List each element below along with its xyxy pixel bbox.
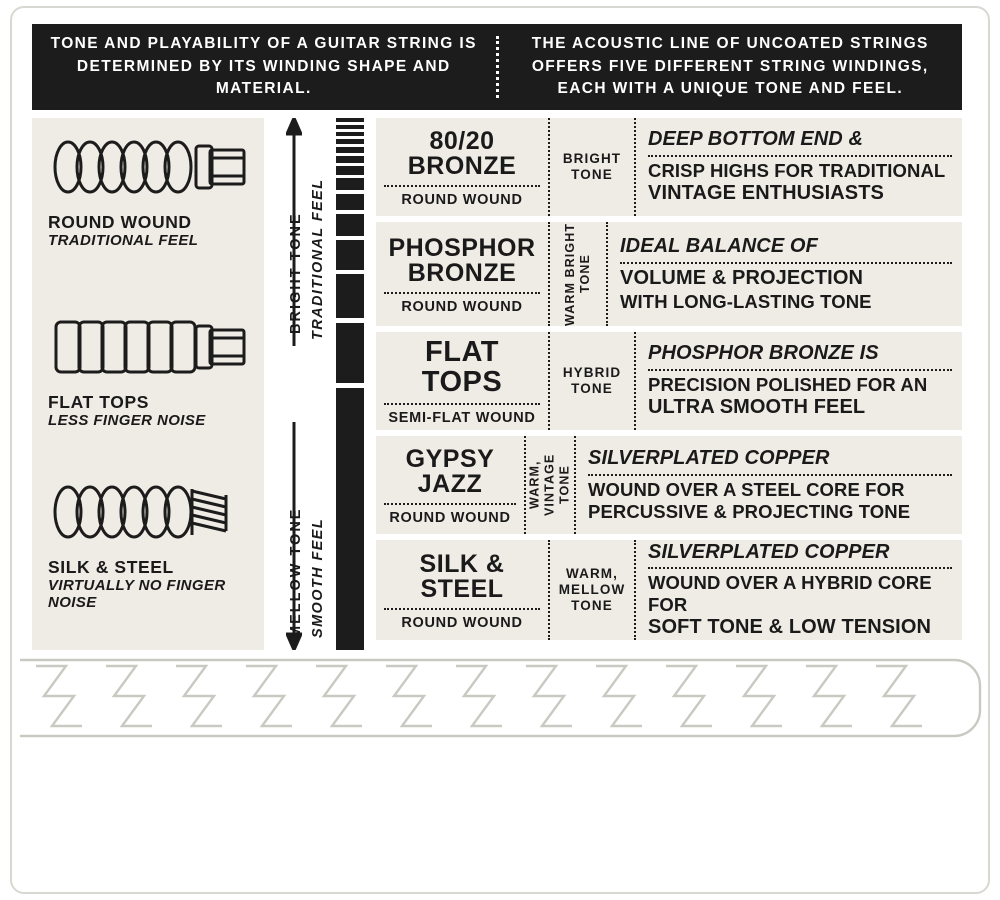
- gradient-segment: [336, 132, 364, 136]
- winding-title-2: SILK & STEEL: [48, 557, 174, 577]
- series-name-cell: [376, 118, 548, 216]
- winding-sub-0: TRADITIONAL FEEL: [48, 232, 199, 250]
- axis-label-bright-tone: BRIGHT TONE: [288, 212, 304, 334]
- series-wound-label: ROUND WOUND: [384, 185, 540, 208]
- desc-line-3: PERCUSSIVE & PROJECTING TONE: [588, 500, 911, 522]
- winding-title-1: FLAT TOPS: [48, 392, 150, 412]
- desc-line-1: PHOSPHOR BRONZE IS: [648, 342, 879, 365]
- series-wound-label: SEMI-FLAT WOUND: [384, 403, 540, 426]
- gradient-segment: [336, 125, 364, 129]
- gradient-segment: [336, 323, 364, 383]
- table-row[interactable]: [376, 222, 962, 326]
- gradient-segment: [336, 274, 364, 318]
- gradient-segment: [336, 118, 364, 122]
- desc-separator: [648, 369, 952, 371]
- series-name-cell: [376, 222, 548, 326]
- desc-line-3: ULTRA SMOOTH FEEL: [648, 395, 866, 418]
- gradient-segment: [336, 178, 364, 190]
- series-wound-label: ROUND WOUND: [384, 608, 540, 631]
- series-name-line-2: JAZZ: [417, 470, 483, 498]
- gradient-segment: [336, 240, 364, 270]
- series-name-line-1: PHOSPHOR: [388, 233, 536, 262]
- series-name-line-2: STEEL: [420, 575, 504, 603]
- silk-and-steel-illustration: [50, 473, 250, 551]
- desc-line-2: CRISP HIGHS FOR TRADITIONAL: [648, 160, 946, 182]
- desc-line-2: WOUND OVER A STEEL CORE FOR: [588, 478, 905, 500]
- series-name-line-1: GYPSY: [405, 444, 495, 473]
- series-tone-label: WARM, VINTAGE TONE: [524, 436, 576, 534]
- axis-label-mellow-tone: MELLOW TONE: [288, 507, 304, 638]
- series-description-cell: [608, 222, 962, 326]
- desc-line-1: SILVERPLATED COPPER: [648, 540, 890, 563]
- series-description-cell: [636, 332, 962, 430]
- desc-separator: [620, 262, 952, 264]
- axis-label-traditional-feel: TRADITIONAL FEEL: [310, 178, 326, 340]
- string-series-rows: [376, 118, 962, 650]
- gradient-segment: [336, 194, 364, 210]
- desc-line-1: SILVERPLATED COPPER: [588, 447, 830, 470]
- desc-separator: [588, 474, 952, 476]
- gradient-segment: [336, 214, 364, 236]
- series-wound-label: ROUND WOUND: [384, 503, 516, 526]
- desc-line-1: DEEP BOTTOM END &: [648, 128, 864, 151]
- series-name-line-1: FLAT: [425, 336, 499, 369]
- series-name-line-1: 80/20: [429, 126, 495, 155]
- series-tone-label: WARM BRIGHT TONE: [548, 222, 608, 326]
- series-description-cell: [636, 540, 962, 640]
- desc-separator: [648, 567, 952, 569]
- series-name-line-1: SILK &: [419, 549, 505, 578]
- series-tone-label: WARM, MELLOW TONE: [548, 540, 636, 640]
- series-name-cell: [376, 540, 548, 640]
- series-name-cell: [376, 332, 548, 430]
- round-wound-illustration: [50, 128, 250, 206]
- table-row[interactable]: [376, 436, 962, 534]
- series-tone-label: BRIGHT TONE: [548, 118, 636, 216]
- series-wound-label: ROUND WOUND: [384, 292, 540, 315]
- series-name-line-2: BRONZE: [407, 152, 517, 180]
- gradient-segment: [336, 166, 364, 175]
- desc-line-1: IDEAL BALANCE OF: [620, 235, 818, 258]
- series-name-cell: [376, 436, 524, 534]
- desc-line-2: VOLUME & PROJECTION: [620, 267, 864, 290]
- flat-tops-illustration: [50, 308, 250, 386]
- desc-line-3: SOFT TONE & LOW TENSION: [648, 615, 932, 638]
- desc-line-2: PRECISION POLISHED FOR AN: [648, 374, 928, 396]
- banner-text-right: THE ACOUSTIC LINE OF UNCOATED STRINGS OFFERS FIVE DIFFERENT STRING WINDINGS, EACH WITH A UNIQUE TONE AND FEEL.: [531, 35, 929, 98]
- winding-illustration-panel: [32, 118, 264, 650]
- series-description-cell: [576, 436, 962, 534]
- series-name-line-2: TOPS: [421, 366, 503, 398]
- gradient-segment: [336, 139, 364, 144]
- tone-gradient-bar: [336, 118, 364, 650]
- series-name-line-2: BRONZE: [407, 259, 517, 287]
- desc-line-2: WOUND OVER A HYBRID CORE FOR: [648, 572, 932, 615]
- table-row[interactable]: [376, 540, 962, 640]
- banner-text-left: TONE AND PLAYABILITY OF A GUITAR STRING IS DETERMINED BY ITS WINDING SHAPE AND MATERIAL.: [50, 35, 477, 98]
- table-row[interactable]: [376, 118, 962, 216]
- braided-string-decoration: [14, 652, 986, 744]
- desc-line-3: VINTAGE ENTHUSIASTS: [648, 181, 884, 204]
- winding-title-0: ROUND WOUND: [48, 212, 192, 232]
- gradient-segment: [336, 388, 364, 650]
- winding-sub-2: VIRTUALLY NO FINGER NOISE: [48, 577, 226, 612]
- series-description-cell: [636, 118, 962, 216]
- gradient-segment: [336, 147, 364, 153]
- table-row[interactable]: [376, 332, 962, 430]
- tone-axis: [272, 118, 330, 650]
- axis-label-smooth-feel: SMOOTH FEEL: [310, 517, 326, 638]
- header-banner: [32, 24, 962, 110]
- winding-sub-1: LESS FINGER NOISE: [48, 412, 206, 430]
- series-tone-label: HYBRID TONE: [548, 332, 636, 430]
- desc-line-3: WITH LONG-LASTING TONE: [620, 290, 872, 312]
- desc-separator: [648, 155, 952, 157]
- gradient-segment: [336, 156, 364, 163]
